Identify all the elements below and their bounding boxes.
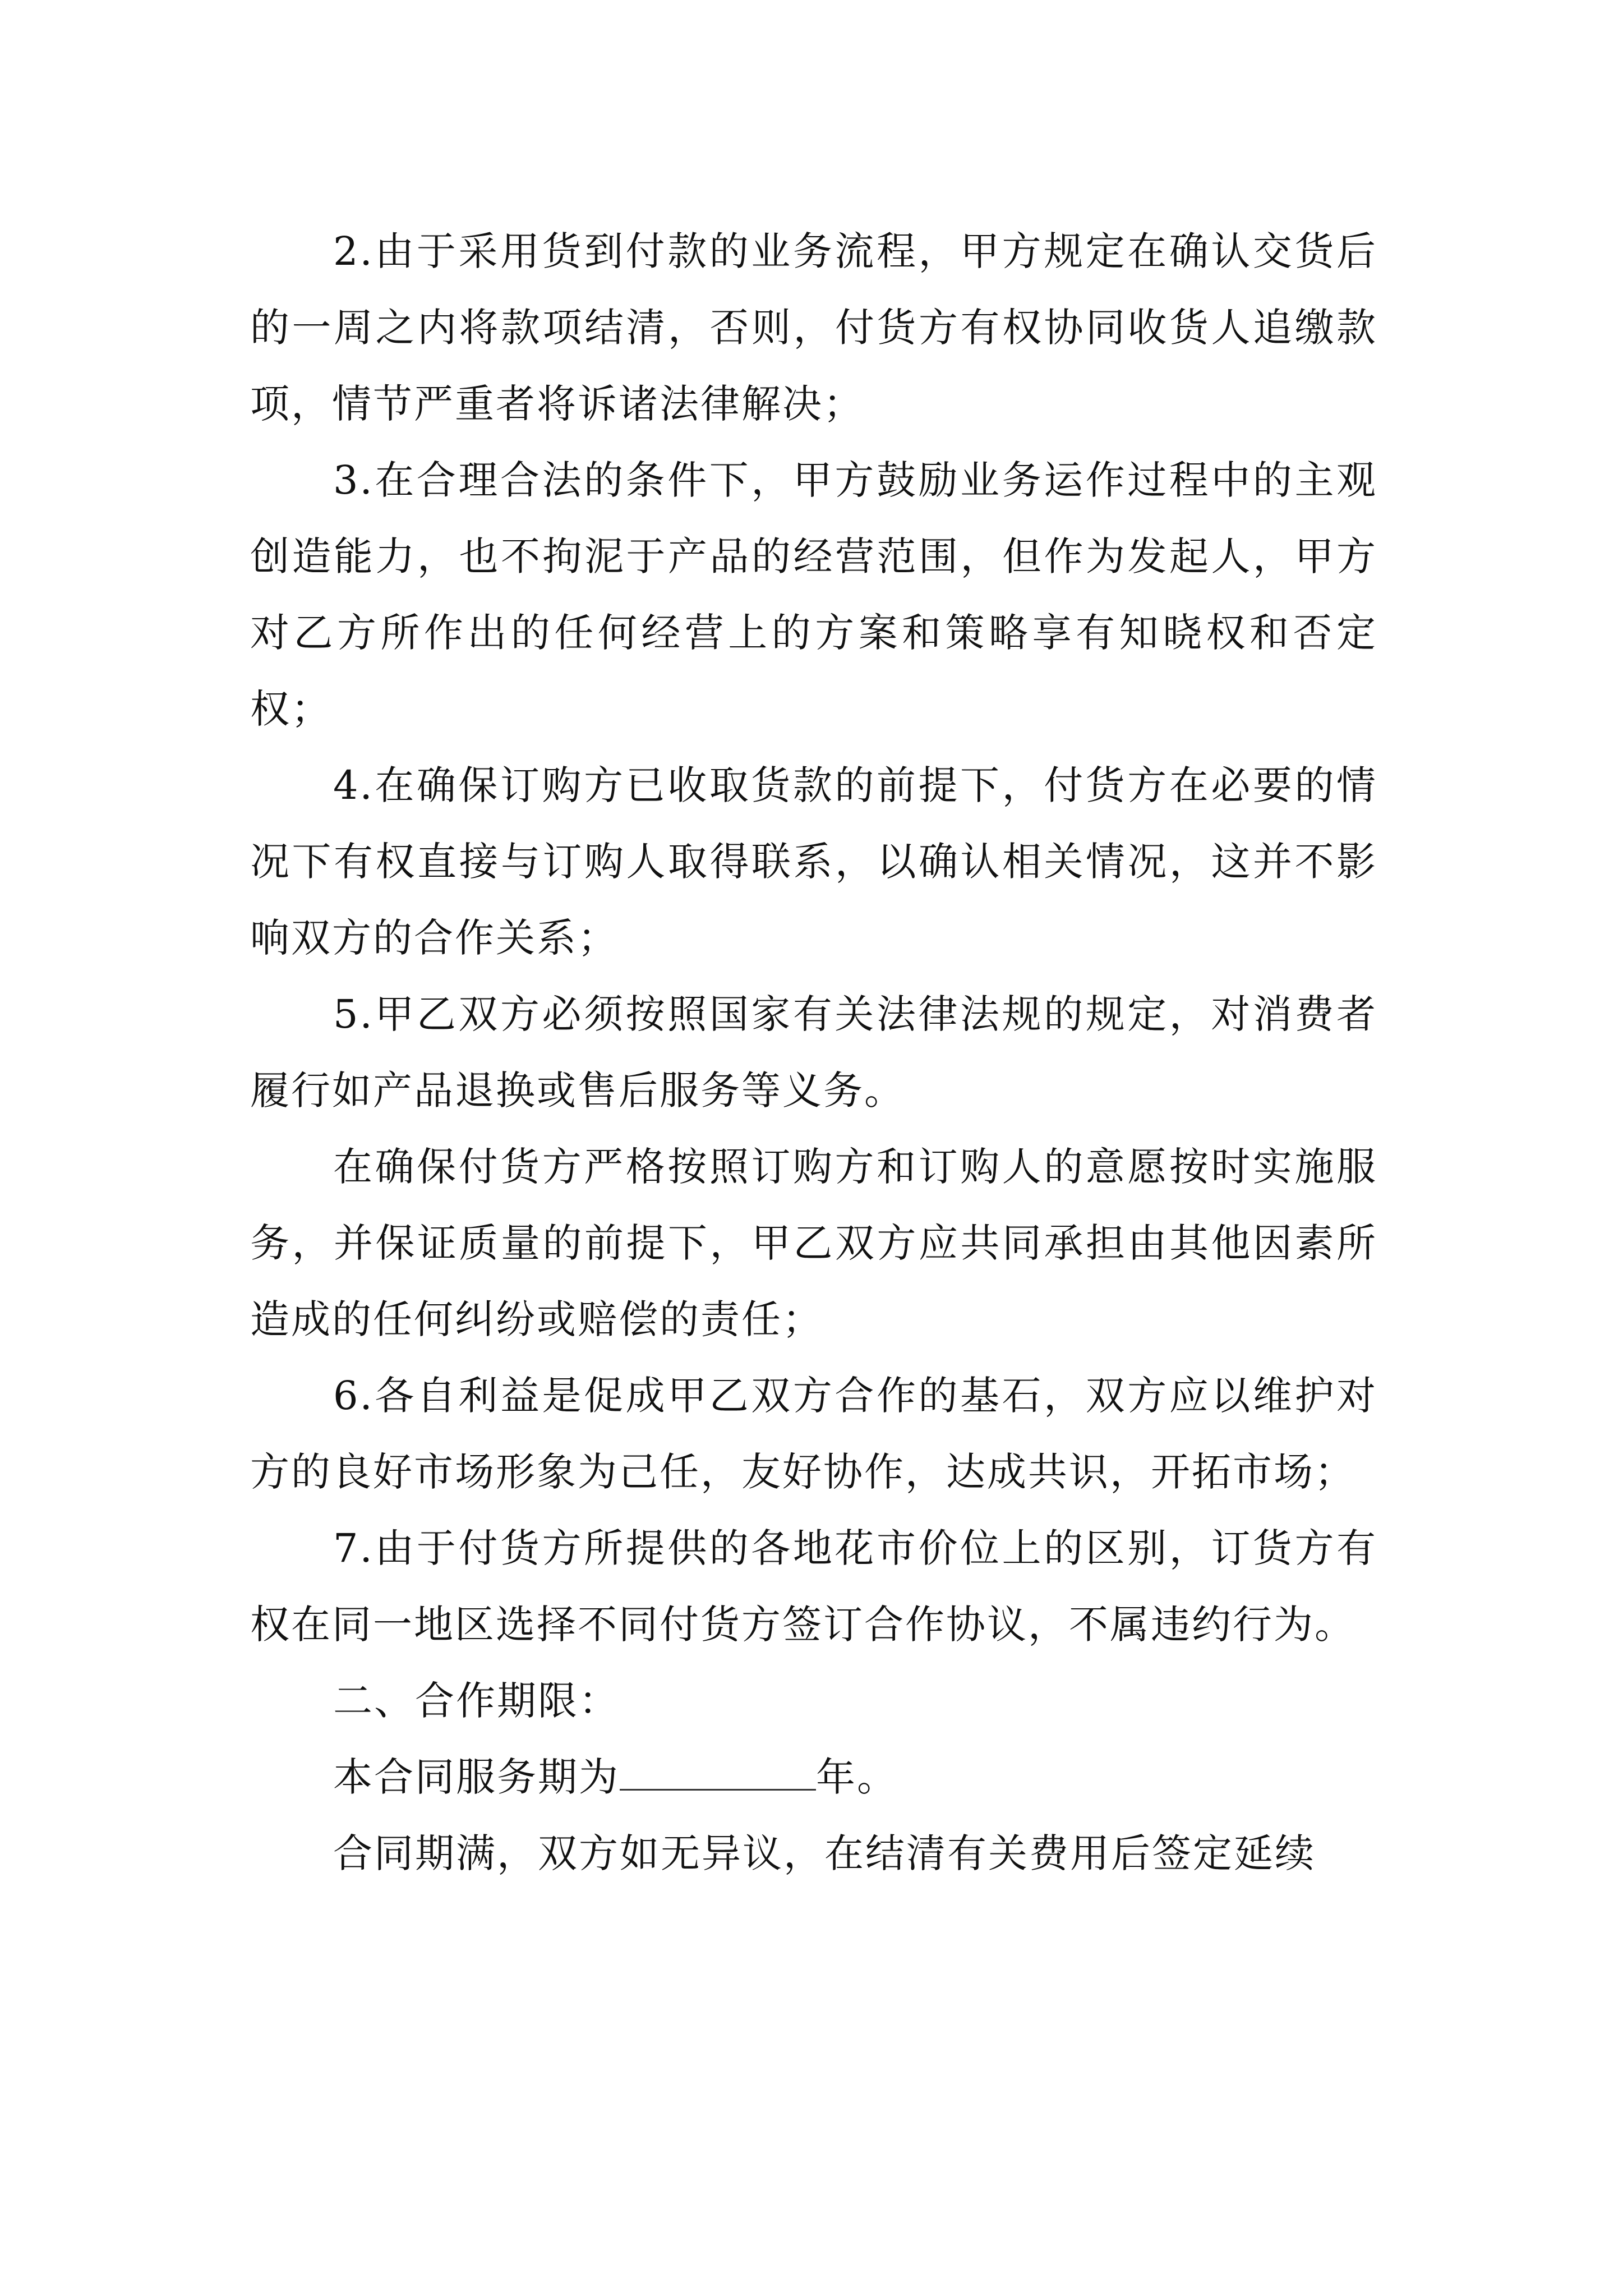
clause-7: 7.由于付货方所提供的各地花市价位上的区别，订货方有权在同一地区选择不同付货方签订合作协议，不属违约行为。 — [250, 1525, 1377, 1648]
service-term-blank — [620, 1755, 816, 1791]
section-heading-cooperation-term: 二、合作期限： — [333, 1678, 620, 1724]
contract-expiry-paragraph: 合同期满，双方如无异议，在结清有关费用后签定延续 — [333, 1830, 1316, 1876]
service-term-prefix: 本合同服务期为 — [333, 1754, 620, 1800]
service-term-suffix: 年。 — [816, 1754, 898, 1800]
clause-4: 4.在确保订购方已收取货款的前提下，付货方在必要的情况下有权直接与订购人取得联系，以确认相关情况，这并不影响双方的合作关系； — [250, 762, 1377, 961]
clause-5: 5.甲乙双方必须按照国家有关法律法规的规定，对消费者履行如产品退换或售后服务等义务。 — [250, 991, 1377, 1114]
clause-2: 2.由于采用货到付款的业务流程，甲方规定在确认交货后的一周之内将款项结清，否则，付货方有权协同收货人追缴款项，情节严重者将诉诸法律解决； — [250, 228, 1377, 427]
clause-5-continuation: 在确保付货方严格按照订购方和订购人的意愿按时实施服务，并保证质量的前提下，甲乙双方应共同承担由其他因素所造成的任何纠纷或赔偿的责任； — [250, 1144, 1377, 1342]
clause-3: 3.在合理合法的条件下，甲方鼓励业务运作过程中的主观创造能力，也不拘泥于产品的经营范围，但作为发起人，甲方对乙方所作出的任何经营上的方案和策略享有知晓权和否定权； — [250, 457, 1377, 732]
document-body — [250, 213, 1377, 1892]
clause-6: 6.各自利益是促成甲乙双方合作的基石，双方应以维护对方的良好市场形象为己任，友好协作，达成共识，开拓市场； — [250, 1373, 1377, 1495]
service-term-line — [250, 1739, 1377, 1815]
